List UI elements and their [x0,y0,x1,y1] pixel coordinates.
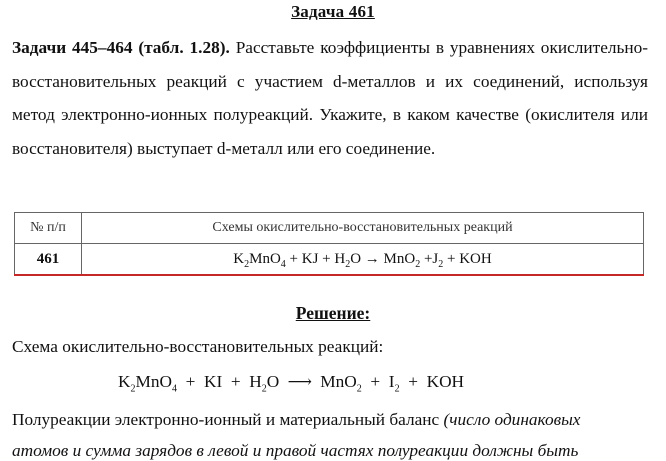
solution-intro: Схема окислительно-восстановительных реакций: [12,337,384,356]
task-label: Задачи 445–464 (табл. 1.28). [12,38,230,57]
reaction-table [14,212,644,275]
table-header-scheme: Схемы окислительно-восстановительных реакций [82,213,644,244]
solution-heading: Решение: [295,303,371,323]
task-statement [12,31,648,165]
solution-note-2: атомов и сумма зарядов в левой и правой частях полуреакции должны быть [12,441,579,460]
reaction-equation: $K_2MnO_4$ + KI + $H_2O$ ⟶ $MnO_2 + I_2$ + KOH [118,372,465,395]
task-text: Расставьте коэффициенты в уравнениях окислительно-восстановительных реакций с участием d-металлов и их соединений, используя метод электронно-ионных полуреакций. Укажите, в каком качестве (окислителя или восстановителя) выступает d-металл или его соединение. [12,38,649,158]
solution-note-1: (число одинаковых [443,410,581,429]
table-header-number: № п/п [15,213,82,244]
table-row-scheme: $K_2MnO_4$ + KJ + $H_2O \to MnO_2 +J_2$ + KOH [82,244,644,275]
table-row-number: 461 [15,244,82,275]
table-bottom-rule [14,274,644,276]
task-title: Задача 461 [291,2,375,21]
solution-text: Полуреакции электронно-ионный и материальный баланс (число одинаковых [12,410,581,429]
